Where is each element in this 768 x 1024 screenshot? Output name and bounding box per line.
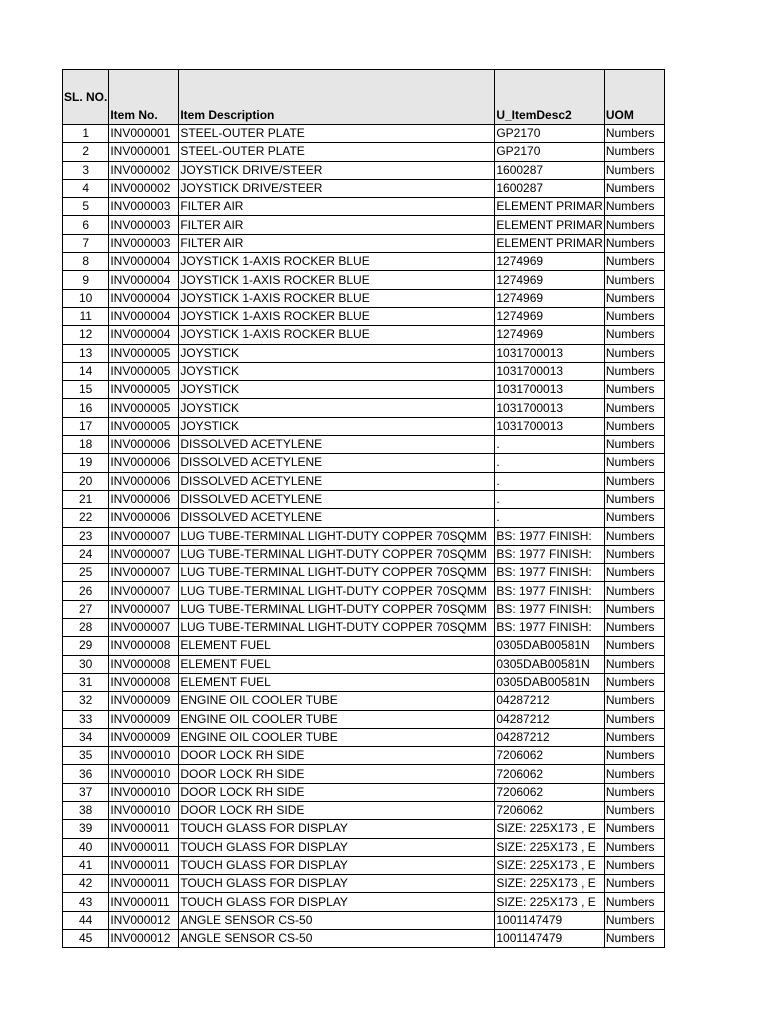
table-row: [63, 125, 665, 143]
cell-u-itemdesc2: 1274969: [495, 326, 604, 344]
cell-item-description: LUG TUBE-TERMINAL LIGHT-DUTY COPPER 70SQMM: [179, 545, 495, 563]
cell-item-no: INV000005: [109, 362, 179, 380]
cell-sl-no: 13: [63, 344, 109, 362]
cell-item-description: ENGINE OIL COOLER TUBE: [179, 692, 495, 710]
cell-item-description: JOYSTICK: [179, 381, 495, 399]
cell-item-description: JOYSTICK DRIVE/STEER: [179, 161, 495, 179]
cell-item-description: DISSOLVED ACETYLENE: [179, 436, 495, 454]
cell-u-itemdesc2: ELEMENT PRIMAR: [495, 234, 604, 252]
table-row: [63, 619, 665, 637]
cell-u-itemdesc2: SIZE: 225X173 , E: [495, 856, 604, 874]
cell-item-no: INV000007: [109, 582, 179, 600]
cell-u-itemdesc2: 1001147479: [495, 911, 604, 929]
table-row: [63, 271, 665, 289]
cell-item-description: JOYSTICK: [179, 344, 495, 362]
cell-item-no: INV000005: [109, 381, 179, 399]
cell-uom: Numbers: [604, 820, 664, 838]
cell-item-description: JOYSTICK: [179, 362, 495, 380]
cell-sl-no: 4: [63, 179, 109, 197]
table-row: [63, 600, 665, 618]
cell-uom: Numbers: [604, 326, 664, 344]
cell-item-description: ELEMENT FUEL: [179, 637, 495, 655]
table-row: [63, 875, 665, 893]
table-row: [63, 399, 665, 417]
table-row: [63, 326, 665, 344]
cell-item-no: INV000003: [109, 216, 179, 234]
cell-u-itemdesc2: .: [495, 454, 604, 472]
cell-uom: Numbers: [604, 801, 664, 819]
table-row: [63, 179, 665, 197]
cell-item-description: JOYSTICK 1-AXIS ROCKER BLUE: [179, 253, 495, 271]
cell-sl-no: 34: [63, 728, 109, 746]
cell-item-no: INV000007: [109, 545, 179, 563]
cell-item-description: LUG TUBE-TERMINAL LIGHT-DUTY COPPER 70SQMM: [179, 582, 495, 600]
cell-sl-no: 14: [63, 362, 109, 380]
cell-sl-no: 39: [63, 820, 109, 838]
cell-uom: Numbers: [604, 710, 664, 728]
table-row: [63, 801, 665, 819]
cell-item-no: INV000011: [109, 838, 179, 856]
cell-uom: Numbers: [604, 161, 664, 179]
cell-u-itemdesc2: 7206062: [495, 747, 604, 765]
cell-item-description: FILTER AIR: [179, 198, 495, 216]
table-row: [63, 344, 665, 362]
cell-u-itemdesc2: BS: 1977 FINISH:: [495, 582, 604, 600]
cell-uom: Numbers: [604, 289, 664, 307]
table-row: [63, 564, 665, 582]
table-row: [63, 253, 665, 271]
cell-sl-no: 6: [63, 216, 109, 234]
cell-item-no: INV000010: [109, 747, 179, 765]
cell-u-itemdesc2: .: [495, 472, 604, 490]
cell-sl-no: 5: [63, 198, 109, 216]
table-row: [63, 710, 665, 728]
cell-uom: Numbers: [604, 125, 664, 143]
table-row: [63, 161, 665, 179]
cell-uom: Numbers: [604, 490, 664, 508]
cell-item-description: JOYSTICK: [179, 399, 495, 417]
header-uom: UOM: [604, 70, 664, 125]
cell-uom: Numbers: [604, 271, 664, 289]
cell-sl-no: 37: [63, 783, 109, 801]
table-row: [63, 545, 665, 563]
cell-sl-no: 16: [63, 399, 109, 417]
cell-u-itemdesc2: BS: 1977 FINISH:: [495, 545, 604, 563]
cell-sl-no: 23: [63, 527, 109, 545]
cell-u-itemdesc2: 7206062: [495, 783, 604, 801]
cell-uom: Numbers: [604, 875, 664, 893]
cell-uom: Numbers: [604, 509, 664, 527]
cell-u-itemdesc2: GP2170: [495, 143, 604, 161]
cell-item-no: INV000011: [109, 893, 179, 911]
cell-u-itemdesc2: 1600287: [495, 179, 604, 197]
cell-item-description: FILTER AIR: [179, 234, 495, 252]
cell-sl-no: 31: [63, 673, 109, 691]
cell-item-description: DISSOLVED ACETYLENE: [179, 454, 495, 472]
cell-item-description: JOYSTICK 1-AXIS ROCKER BLUE: [179, 289, 495, 307]
cell-sl-no: 17: [63, 417, 109, 435]
cell-item-no: INV000004: [109, 326, 179, 344]
table-row: [63, 490, 665, 508]
cell-item-description: TOUCH GLASS FOR DISPLAY: [179, 893, 495, 911]
cell-item-description: LUG TUBE-TERMINAL LIGHT-DUTY COPPER 70SQMM: [179, 527, 495, 545]
cell-item-no: INV000007: [109, 564, 179, 582]
cell-item-description: DOOR LOCK RH SIDE: [179, 765, 495, 783]
table-row: [63, 930, 665, 948]
cell-u-itemdesc2: 1031700013: [495, 417, 604, 435]
cell-sl-no: 27: [63, 600, 109, 618]
cell-uom: Numbers: [604, 619, 664, 637]
cell-u-itemdesc2: 1600287: [495, 161, 604, 179]
cell-item-no: INV000010: [109, 765, 179, 783]
cell-uom: Numbers: [604, 582, 664, 600]
cell-u-itemdesc2: .: [495, 509, 604, 527]
cell-item-description: LUG TUBE-TERMINAL LIGHT-DUTY COPPER 70SQMM: [179, 564, 495, 582]
cell-item-description: LUG TUBE-TERMINAL LIGHT-DUTY COPPER 70SQMM: [179, 619, 495, 637]
cell-sl-no: 32: [63, 692, 109, 710]
cell-item-no: INV000005: [109, 417, 179, 435]
inventory-table: [62, 69, 665, 948]
cell-sl-no: 45: [63, 930, 109, 948]
header-row: [63, 70, 665, 125]
cell-item-no: INV000007: [109, 527, 179, 545]
table-row: [63, 673, 665, 691]
cell-uom: Numbers: [604, 838, 664, 856]
cell-item-no: INV000005: [109, 399, 179, 417]
cell-item-description: TOUCH GLASS FOR DISPLAY: [179, 875, 495, 893]
cell-sl-no: 20: [63, 472, 109, 490]
cell-uom: Numbers: [604, 381, 664, 399]
table-row: [63, 509, 665, 527]
cell-uom: Numbers: [604, 692, 664, 710]
cell-u-itemdesc2: .: [495, 436, 604, 454]
cell-uom: Numbers: [604, 930, 664, 948]
cell-item-description: DOOR LOCK RH SIDE: [179, 747, 495, 765]
cell-sl-no: 3: [63, 161, 109, 179]
cell-u-itemdesc2: BS: 1977 FINISH:: [495, 564, 604, 582]
header-item-no: Item No.: [109, 70, 179, 125]
header-sl-no: SL. NO.: [63, 70, 109, 125]
cell-item-description: JOYSTICK 1-AXIS ROCKER BLUE: [179, 326, 495, 344]
cell-uom: Numbers: [604, 198, 664, 216]
cell-item-no: INV000004: [109, 253, 179, 271]
cell-sl-no: 12: [63, 326, 109, 344]
cell-item-no: INV000004: [109, 289, 179, 307]
cell-item-no: INV000007: [109, 600, 179, 618]
cell-item-description: JOYSTICK: [179, 417, 495, 435]
table-row: [63, 216, 665, 234]
cell-item-no: INV000002: [109, 161, 179, 179]
cell-sl-no: 33: [63, 710, 109, 728]
cell-u-itemdesc2: 1031700013: [495, 344, 604, 362]
cell-uom: Numbers: [604, 179, 664, 197]
cell-item-no: INV000006: [109, 436, 179, 454]
cell-sl-no: 11: [63, 307, 109, 325]
cell-u-itemdesc2: SIZE: 225X173 , E: [495, 820, 604, 838]
cell-item-description: TOUCH GLASS FOR DISPLAY: [179, 856, 495, 874]
cell-uom: Numbers: [604, 454, 664, 472]
cell-item-no: INV000006: [109, 472, 179, 490]
cell-item-no: INV000008: [109, 637, 179, 655]
table-row: [63, 143, 665, 161]
cell-uom: Numbers: [604, 728, 664, 746]
cell-u-itemdesc2: 1274969: [495, 289, 604, 307]
table-row: [63, 234, 665, 252]
cell-item-no: INV000003: [109, 234, 179, 252]
cell-item-description: ENGINE OIL COOLER TUBE: [179, 728, 495, 746]
cell-sl-no: 2: [63, 143, 109, 161]
cell-item-description: JOYSTICK 1-AXIS ROCKER BLUE: [179, 271, 495, 289]
cell-item-no: INV000009: [109, 728, 179, 746]
cell-uom: Numbers: [604, 893, 664, 911]
cell-u-itemdesc2: ELEMENT PRIMAR: [495, 198, 604, 216]
cell-item-no: INV000006: [109, 509, 179, 527]
cell-uom: Numbers: [604, 655, 664, 673]
table-row: [63, 637, 665, 655]
cell-u-itemdesc2: 1274969: [495, 271, 604, 289]
header-u-itemdesc2: U_ItemDesc2: [495, 70, 604, 125]
cell-uom: Numbers: [604, 143, 664, 161]
cell-item-description: ANGLE SENSOR CS-50: [179, 911, 495, 929]
cell-item-description: ENGINE OIL COOLER TUBE: [179, 710, 495, 728]
cell-u-itemdesc2: 04287212: [495, 692, 604, 710]
cell-item-no: INV000006: [109, 454, 179, 472]
cell-item-description: ELEMENT FUEL: [179, 655, 495, 673]
cell-u-itemdesc2: 0305DAB00581N: [495, 655, 604, 673]
cell-u-itemdesc2: 1031700013: [495, 399, 604, 417]
cell-sl-no: 35: [63, 747, 109, 765]
cell-uom: Numbers: [604, 545, 664, 563]
cell-item-description: DOOR LOCK RH SIDE: [179, 801, 495, 819]
cell-u-itemdesc2: BS: 1977 FINISH:: [495, 619, 604, 637]
cell-uom: Numbers: [604, 765, 664, 783]
cell-item-description: TOUCH GLASS FOR DISPLAY: [179, 820, 495, 838]
cell-sl-no: 10: [63, 289, 109, 307]
cell-uom: Numbers: [604, 216, 664, 234]
cell-u-itemdesc2: SIZE: 225X173 , E: [495, 875, 604, 893]
cell-uom: Numbers: [604, 911, 664, 929]
cell-u-itemdesc2: 1001147479: [495, 930, 604, 948]
cell-sl-no: 40: [63, 838, 109, 856]
cell-item-no: INV000006: [109, 490, 179, 508]
table-row: [63, 198, 665, 216]
table-row: [63, 362, 665, 380]
cell-item-description: DOOR LOCK RH SIDE: [179, 783, 495, 801]
cell-item-description: DISSOLVED ACETYLENE: [179, 472, 495, 490]
cell-item-no: INV000008: [109, 673, 179, 691]
cell-uom: Numbers: [604, 307, 664, 325]
cell-uom: Numbers: [604, 362, 664, 380]
cell-sl-no: 36: [63, 765, 109, 783]
cell-uom: Numbers: [604, 747, 664, 765]
cell-sl-no: 29: [63, 637, 109, 655]
cell-sl-no: 8: [63, 253, 109, 271]
cell-item-no: INV000010: [109, 783, 179, 801]
table-row: [63, 747, 665, 765]
cell-sl-no: 26: [63, 582, 109, 600]
cell-uom: Numbers: [604, 472, 664, 490]
cell-uom: Numbers: [604, 600, 664, 618]
cell-item-description: STEEL-OUTER PLATE: [179, 125, 495, 143]
cell-sl-no: 15: [63, 381, 109, 399]
table-row: [63, 911, 665, 929]
cell-item-description: STEEL-OUTER PLATE: [179, 143, 495, 161]
inventory-sheet: [62, 69, 665, 948]
cell-item-no: INV000005: [109, 344, 179, 362]
cell-item-description: DISSOLVED ACETYLENE: [179, 509, 495, 527]
cell-sl-no: 44: [63, 911, 109, 929]
table-row: [63, 472, 665, 490]
cell-uom: Numbers: [604, 344, 664, 362]
cell-sl-no: 42: [63, 875, 109, 893]
cell-sl-no: 19: [63, 454, 109, 472]
table-row: [63, 838, 665, 856]
table-body: [63, 125, 665, 948]
table-row: [63, 417, 665, 435]
cell-item-no: INV000012: [109, 930, 179, 948]
cell-u-itemdesc2: 1031700013: [495, 381, 604, 399]
cell-item-description: JOYSTICK DRIVE/STEER: [179, 179, 495, 197]
cell-item-description: DISSOLVED ACETYLENE: [179, 490, 495, 508]
table-row: [63, 289, 665, 307]
table-row: [63, 527, 665, 545]
table-row: [63, 783, 665, 801]
cell-sl-no: 18: [63, 436, 109, 454]
cell-item-no: INV000003: [109, 198, 179, 216]
cell-sl-no: 24: [63, 545, 109, 563]
cell-item-no: INV000004: [109, 307, 179, 325]
cell-uom: Numbers: [604, 527, 664, 545]
table-row: [63, 728, 665, 746]
cell-u-itemdesc2: 1274969: [495, 307, 604, 325]
cell-item-no: INV000010: [109, 801, 179, 819]
cell-u-itemdesc2: BS: 1977 FINISH:: [495, 600, 604, 618]
cell-uom: Numbers: [604, 436, 664, 454]
table-row: [63, 893, 665, 911]
cell-u-itemdesc2: 1031700013: [495, 362, 604, 380]
cell-sl-no: 28: [63, 619, 109, 637]
cell-u-itemdesc2: 7206062: [495, 801, 604, 819]
cell-u-itemdesc2: GP2170: [495, 125, 604, 143]
table-row: [63, 765, 665, 783]
cell-item-no: INV000011: [109, 875, 179, 893]
cell-item-no: INV000004: [109, 271, 179, 289]
cell-u-itemdesc2: 0305DAB00581N: [495, 673, 604, 691]
cell-item-description: JOYSTICK 1-AXIS ROCKER BLUE: [179, 307, 495, 325]
cell-item-description: ELEMENT FUEL: [179, 673, 495, 691]
cell-item-description: ANGLE SENSOR CS-50: [179, 930, 495, 948]
cell-sl-no: 30: [63, 655, 109, 673]
cell-sl-no: 22: [63, 509, 109, 527]
cell-uom: Numbers: [604, 399, 664, 417]
cell-sl-no: 21: [63, 490, 109, 508]
table-row: [63, 582, 665, 600]
table-row: [63, 820, 665, 838]
cell-item-description: TOUCH GLASS FOR DISPLAY: [179, 838, 495, 856]
table-row: [63, 655, 665, 673]
cell-uom: Numbers: [604, 253, 664, 271]
cell-sl-no: 38: [63, 801, 109, 819]
cell-sl-no: 25: [63, 564, 109, 582]
cell-u-itemdesc2: SIZE: 225X173 , E: [495, 838, 604, 856]
cell-sl-no: 41: [63, 856, 109, 874]
cell-item-description: FILTER AIR: [179, 216, 495, 234]
cell-item-no: INV000011: [109, 820, 179, 838]
cell-sl-no: 9: [63, 271, 109, 289]
cell-uom: Numbers: [604, 673, 664, 691]
cell-uom: Numbers: [604, 637, 664, 655]
cell-sl-no: 43: [63, 893, 109, 911]
cell-u-itemdesc2: SIZE: 225X173 , E: [495, 893, 604, 911]
cell-u-itemdesc2: 1274969: [495, 253, 604, 271]
cell-sl-no: 1: [63, 125, 109, 143]
cell-u-itemdesc2: ELEMENT PRIMAR: [495, 216, 604, 234]
table-row: [63, 692, 665, 710]
cell-u-itemdesc2: 7206062: [495, 765, 604, 783]
table-row: [63, 307, 665, 325]
cell-uom: Numbers: [604, 417, 664, 435]
cell-item-no: INV000009: [109, 710, 179, 728]
cell-uom: Numbers: [604, 564, 664, 582]
cell-uom: Numbers: [604, 856, 664, 874]
table-row: [63, 856, 665, 874]
table-row: [63, 381, 665, 399]
cell-item-description: LUG TUBE-TERMINAL LIGHT-DUTY COPPER 70SQMM: [179, 600, 495, 618]
cell-item-no: INV000009: [109, 692, 179, 710]
header-item-description: Item Description: [179, 70, 495, 125]
cell-item-no: INV000002: [109, 179, 179, 197]
table-row: [63, 454, 665, 472]
cell-u-itemdesc2: 0305DAB00581N: [495, 637, 604, 655]
cell-u-itemdesc2: 04287212: [495, 710, 604, 728]
cell-uom: Numbers: [604, 234, 664, 252]
table-row: [63, 436, 665, 454]
cell-item-no: INV000001: [109, 143, 179, 161]
cell-item-no: INV000001: [109, 125, 179, 143]
cell-u-itemdesc2: .: [495, 490, 604, 508]
cell-item-no: INV000012: [109, 911, 179, 929]
cell-uom: Numbers: [604, 783, 664, 801]
cell-sl-no: 7: [63, 234, 109, 252]
cell-item-no: INV000007: [109, 619, 179, 637]
cell-item-no: INV000008: [109, 655, 179, 673]
cell-item-no: INV000011: [109, 856, 179, 874]
cell-u-itemdesc2: 04287212: [495, 728, 604, 746]
cell-u-itemdesc2: BS: 1977 FINISH:: [495, 527, 604, 545]
